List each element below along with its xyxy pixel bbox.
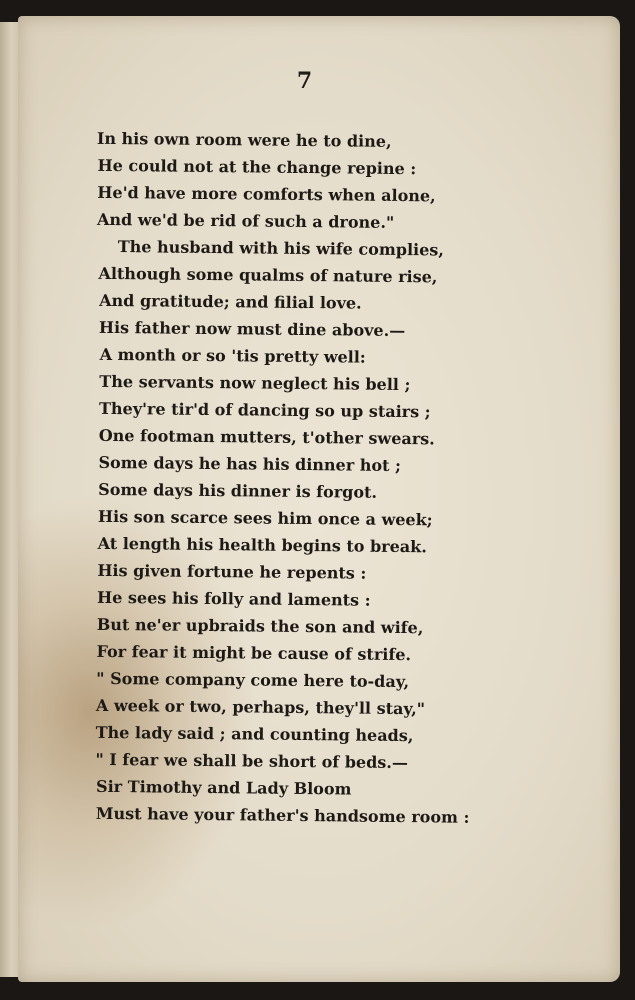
poem-line: " I fear we shall be short of beds.— — [95, 749, 409, 773]
page-number: 7 — [296, 68, 314, 94]
poem-line: He'd have more comforts when alone, — [97, 182, 436, 206]
poem-line: One footman mutters, t'other swears. — [98, 425, 435, 449]
poem-line: Must have your father's handsome room : — [95, 803, 470, 827]
poem-line: He could not at the change repine : — [97, 155, 417, 179]
poem-line: His father now must dine above.— — [98, 317, 406, 341]
poem-line: The lady said ; and counting heads, — [95, 722, 414, 746]
poem-line: But ne'er upbraids the son and wife, — [96, 614, 424, 638]
poem-line: Although some qualms of nature rise, — [98, 263, 438, 287]
poem-line: In his own room were he to dine, — [96, 128, 392, 151]
poem-line: Sir Timothy and Lady Bloom — [96, 776, 352, 799]
poem-line: The husband with his wife complies, — [117, 237, 445, 260]
poem-line: They're tir'd of dancing so up stairs ; — [98, 398, 431, 422]
poem-line: Some days he has his dinner hot ; — [98, 452, 402, 476]
poem-line: And we'd be rid of such a drone." — [96, 209, 395, 232]
poem-line: For fear it might be cause of strife. — [96, 641, 412, 665]
poem-line: At length his health begins to break. — [97, 533, 427, 557]
poem-line: A month or so 'tis pretty well: — [99, 344, 366, 367]
poem-line: The servants now neglect his bell ; — [99, 371, 411, 395]
poem-line: A week or two, perhaps, they'll stay," — [95, 695, 426, 719]
poem-line: And gratitude; and filial love. — [99, 290, 362, 313]
page-sheet — [18, 16, 620, 982]
poem-text — [18, 128, 620, 827]
poem-line: He sees his folly and laments : — [96, 587, 371, 610]
poem-line: Some days his dinner is forgot. — [98, 479, 378, 502]
poem-line: His given fortune he repents : — [97, 560, 367, 583]
poem-line: His son scarce sees him once a week; — [97, 506, 433, 530]
poem-line: " Some company come here to-day, — [96, 668, 410, 692]
